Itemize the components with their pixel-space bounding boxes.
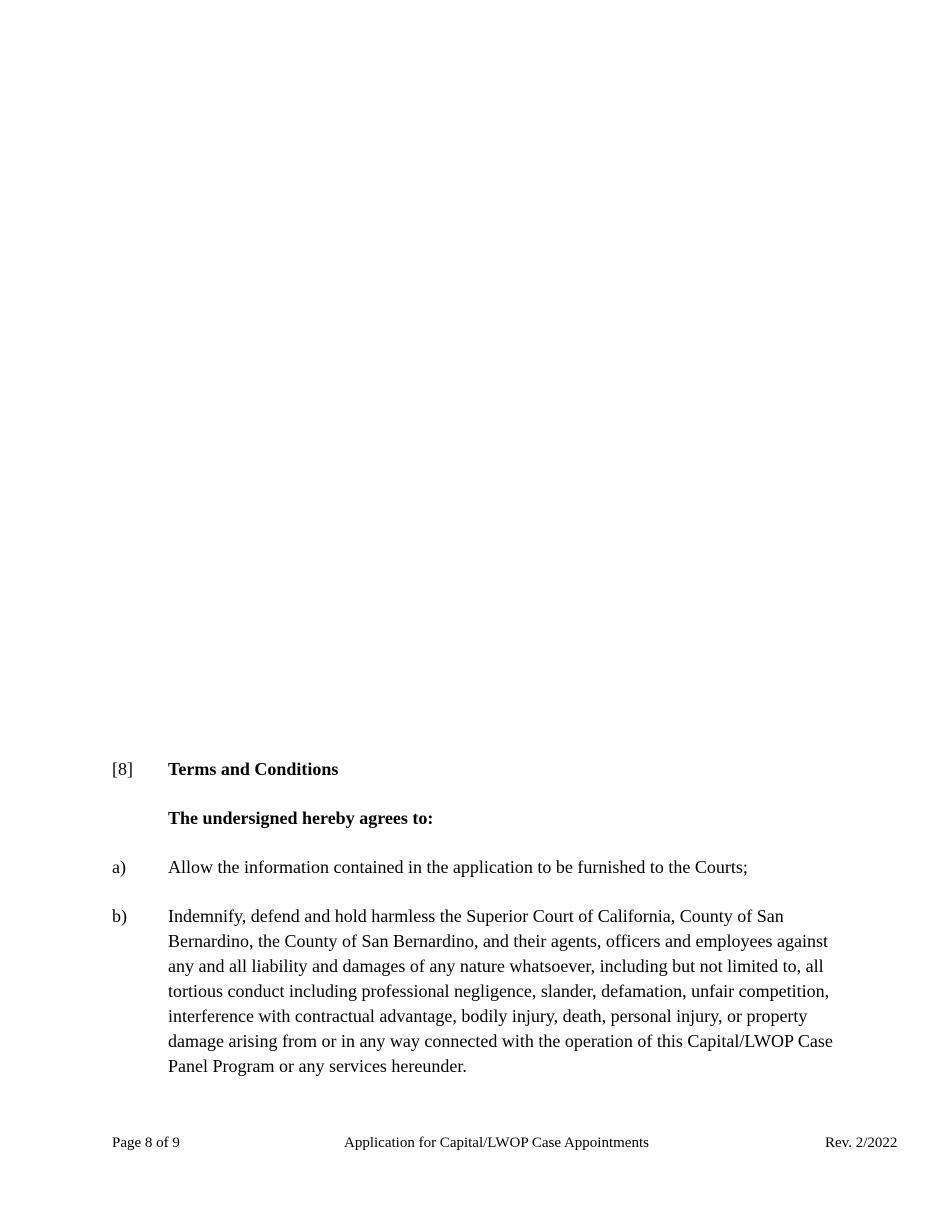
agreement-intro-text: The undersigned hereby agrees to:	[168, 808, 434, 828]
section-title: Terms and Conditions	[168, 759, 339, 779]
list-item-marker: b)	[112, 906, 127, 926]
footer-page-number: Page 8 of 9	[112, 1135, 180, 1151]
list-item-marker: a)	[112, 857, 126, 877]
section-number: [8]	[112, 759, 133, 779]
footer-title: Application for Capital/LWOP Case Appointments	[344, 1135, 649, 1151]
list-item-text: Allow the information contained in the application to be furnished to the Courts;	[168, 857, 748, 877]
footer-revision: Rev. 2/2022	[825, 1135, 898, 1151]
list-item-text: Indemnify, defend and hold harmless the Superior Court of California, County of San Bernardino, the County of San Bernardino, and their agents, officers and employees against any and all liability and damages of any nature whatsoever, including but not limited to, all tortious conduct including professional negligence, slander, defamation, unfair competition, interference with contractual advantage, bodily injury, death, personal injury, or property damage arising from or in any way connected with the operation of this Capital/LWOP Case Panel Program or any services hereunder.	[168, 906, 833, 1076]
